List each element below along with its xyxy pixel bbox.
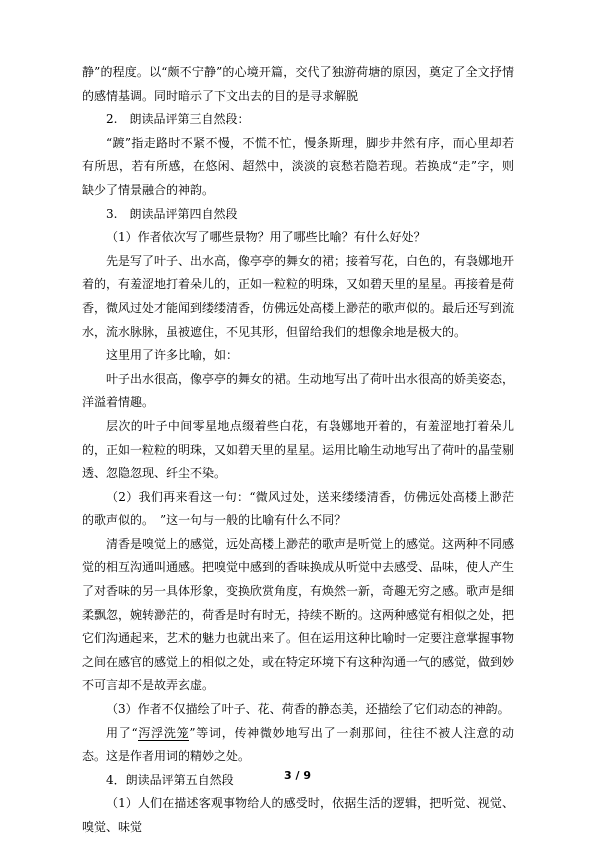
- paragraph-word-choice: [82, 722, 514, 769]
- heading-item-2: 2. 朗读品评第三自然段：: [106, 112, 250, 127]
- heading-item-3: 3. 朗读品评第四自然段: [106, 206, 238, 221]
- underlined-words: 泻浮洗笼: [137, 725, 190, 740]
- paragraph-synesthesia: 清香是嗅觉上的感觉，远处高楼上渺茫的歌声是听觉上的感觉。这两种不同感觉的相互沟通叫通感。把嗅觉中感到的香味换成从听觉中去感受、品味，使人产生了对香味的另一具体形象，变换欣赏角度，有焕然一新，奇趣无穷之感。歌声是细柔飘忽，婉转渺茫的，荷香是时有时无，持续不断的。这两种感觉有相似之处，把它们沟通起来，艺术的魅力也就出来了。但在运用这种比喻时一定要注意掌握事物之间在感官的感觉上的相似之处，或在特定环境下有这种沟通一气的感觉，做到妙不可言却不是故弄玄虚。: [82, 536, 515, 693]
- question-3: （3）作者不仅描绘了叶子、花、荷香的静态美，还描绘了它们动态的神韵。: [106, 702, 510, 717]
- word-choice-rest: ”等词，传神微妙地写出了一刹那间，往往不被人注意的动态。这是作者用词的精妙之处。: [82, 725, 514, 764]
- paragraph-flower-metaphor: 层次的叶子中间零星地点缀着些白花，有袅娜地开着的，有羞涩地打着朵儿的，正如一粒粒的明珠，又如碧天里的星星。运用比喻生动地写出了荷叶的晶莹剔透、忽隐忽现、纤尘不染。: [82, 418, 515, 481]
- question-4-1: （1）人们在描述客观事物给人的感受时，依据生活的逻辑，把听觉、视觉、嗅觉、味觉: [82, 796, 514, 834]
- page-number: 3 / 9: [284, 769, 311, 782]
- question-1: （1）作者依次写了哪些景物？用了哪些比喻？有什么好处？: [106, 230, 426, 245]
- heading-item-4: 4．朗读品评第五自然段: [106, 772, 234, 787]
- paragraph-scenery: 先是写了叶子、出水高，像亭亭的舞女的裙；接着写花，白色的，有袅娜地开着的，有羞涩地打着朵儿的，正如一粒粒的明珠，又如碧天里的星星。再接着是荷香，微风过处才能闻到缕缕清香，仿佛远处高楼上渺茫的歌声似的。最后还写到流水，流水脉脉，虽被遮住，不见其形，但留给我们的想像余地是极大的。: [82, 253, 515, 339]
- quote-open: 用了“: [106, 725, 138, 740]
- paragraph-leaf-metaphor: 叶子出水很高，像亭亭的舞女的裙。生动地写出了荷叶出水很高的娇美姿态，洋溢着情趣。: [82, 371, 515, 410]
- paragraph-1: 静”的程度。以“颇不宁静”的心境开篇，交代了独游荷塘的原因，奠定了全文抒情的感情基调。同时暗示了下文出去的目的是寻求解脱: [82, 65, 514, 103]
- paragraph-metaphor-intro: 这里用了许多比喻，如：: [106, 348, 239, 363]
- question-2: （2）我们再来看这一句：“微风过处，送来缕缕清香，仿佛远处高楼上渺茫的歌声似的。 ”这一句与一般的比喻有什么不同？: [82, 489, 514, 528]
- paragraph-du-explanation: “踱”指走路时不紧不慢，不慌不忙，慢条斯理，脚步井然有序，而心里却若有所思，若有所感，在悠闲、超然中，淡淡的哀愁若隐若现。若换成“走”字，则缺少了情景融合的神韵。: [82, 135, 514, 197]
- body-text: [82, 61, 514, 840]
